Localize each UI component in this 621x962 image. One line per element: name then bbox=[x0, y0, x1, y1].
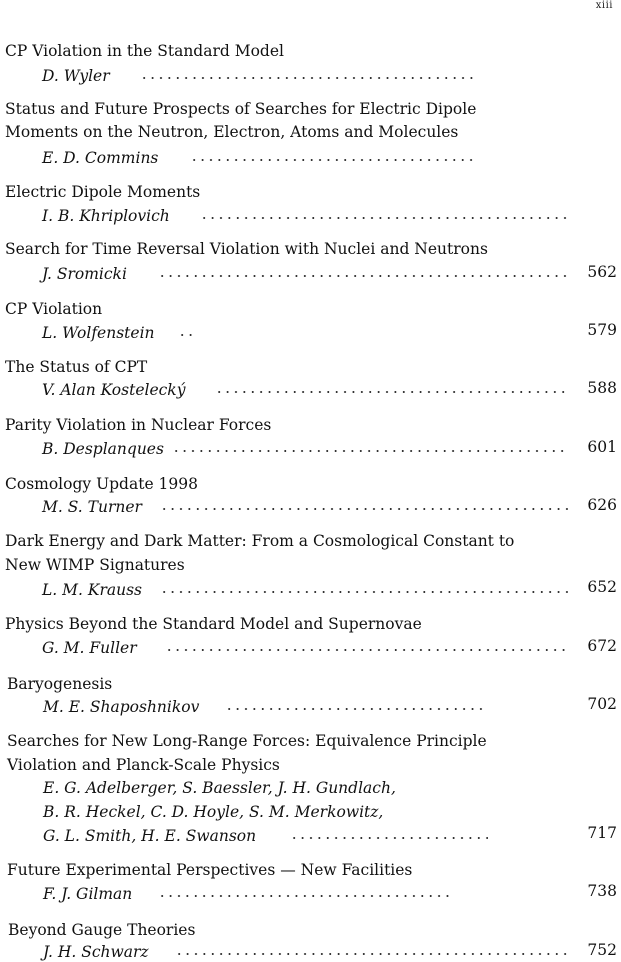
dot-leader bbox=[175, 952, 568, 956]
dot-leader bbox=[178, 333, 192, 337]
entry-page-number: 652 bbox=[587, 578, 617, 596]
entry-author: B. Desplanques bbox=[42, 440, 164, 458]
entry-author: L. Wolfenstein bbox=[42, 324, 155, 342]
dot-leader bbox=[290, 836, 488, 840]
entry-page-number: 601 bbox=[587, 438, 617, 456]
entry-author: E. D. Commins bbox=[42, 149, 159, 167]
entry-title: Cosmology Update 1998 bbox=[5, 475, 198, 493]
entry-page-number: 672 bbox=[587, 637, 617, 655]
entry-author: D. Wyler bbox=[42, 67, 110, 85]
entry-author: F. J. Gilman bbox=[43, 885, 133, 903]
entry-author-line-3: G. L. Smith, H. E. Swanson bbox=[43, 827, 257, 845]
dot-leader bbox=[158, 274, 568, 278]
dot-leader bbox=[190, 158, 475, 162]
entry-title: Search for Time Reversal Violation with Nuclei and Neutrons bbox=[5, 240, 488, 258]
dot-leader bbox=[200, 216, 568, 220]
dot-leader bbox=[215, 390, 568, 394]
entry-title: Future Experimental Perspectives — New Facilities bbox=[7, 861, 413, 879]
entry-page-number: 579 bbox=[587, 321, 617, 339]
entry-title: Dark Energy and Dark Matter: From a Cosmological Constant to bbox=[5, 532, 515, 550]
entry-title-line-2: Violation and Planck-Scale Physics bbox=[7, 756, 280, 774]
dot-leader bbox=[165, 648, 568, 652]
dot-leader bbox=[140, 76, 475, 80]
dot-leader bbox=[160, 590, 568, 594]
entry-page-number: 562 bbox=[587, 263, 617, 281]
entry-title: Beyond Gauge Theories bbox=[8, 921, 196, 939]
entry-title-line-2: New WIMP Signatures bbox=[5, 556, 185, 574]
entry-title: CP Violation in the Standard Model bbox=[5, 42, 284, 60]
page-number: xiii bbox=[595, 0, 613, 11]
dot-leader bbox=[158, 894, 453, 898]
entry-page-number: 717 bbox=[587, 824, 617, 842]
entry-page-number: 702 bbox=[587, 695, 617, 713]
entry-page-number: 738 bbox=[587, 882, 617, 900]
entry-author: L. M. Krauss bbox=[42, 581, 142, 599]
entry-page-number: 588 bbox=[587, 379, 617, 397]
entry-title: Parity Violation in Nuclear Forces bbox=[5, 416, 272, 434]
entry-author: G. M. Fuller bbox=[42, 639, 137, 657]
entry-author: J. H. Schwarz bbox=[43, 943, 149, 961]
entry-page-number: 626 bbox=[587, 496, 617, 514]
dot-leader bbox=[172, 449, 568, 453]
entry-title: Physics Beyond the Standard Model and Supernovae bbox=[5, 615, 422, 633]
entry-title: Searches for New Long-Range Forces: Equivalence Principle bbox=[7, 732, 487, 750]
entry-page-number: 752 bbox=[587, 941, 617, 959]
dot-leader bbox=[160, 507, 568, 511]
entry-title-line-2: Moments on the Neutron, Electron, Atoms and Molecules bbox=[5, 123, 459, 141]
entry-title: Status and Future Prospects of Searches for Electric Dipole bbox=[5, 100, 477, 118]
dot-leader bbox=[225, 707, 487, 711]
entry-author: V. Alan Kostelecký bbox=[42, 381, 186, 399]
entry-title: The Status of CPT bbox=[5, 358, 148, 376]
entry-author: E. G. Adelberger, S. Baessler, J. H. Gundlach, bbox=[43, 779, 396, 797]
entry-author-line-2: B. R. Heckel, C. D. Hoyle, S. M. Merkowitz, bbox=[43, 803, 384, 821]
entry-title: CP Violation bbox=[5, 300, 103, 318]
entry-author: M. S. Turner bbox=[42, 498, 142, 516]
entry-title: Baryogenesis bbox=[7, 675, 113, 693]
entry-author: M. E. Shaposhnikov bbox=[43, 698, 200, 716]
entry-author: I. B. Khriplovich bbox=[42, 207, 170, 225]
entry-author: J. Sromicki bbox=[42, 265, 127, 283]
entry-title: Electric Dipole Moments bbox=[5, 183, 201, 201]
